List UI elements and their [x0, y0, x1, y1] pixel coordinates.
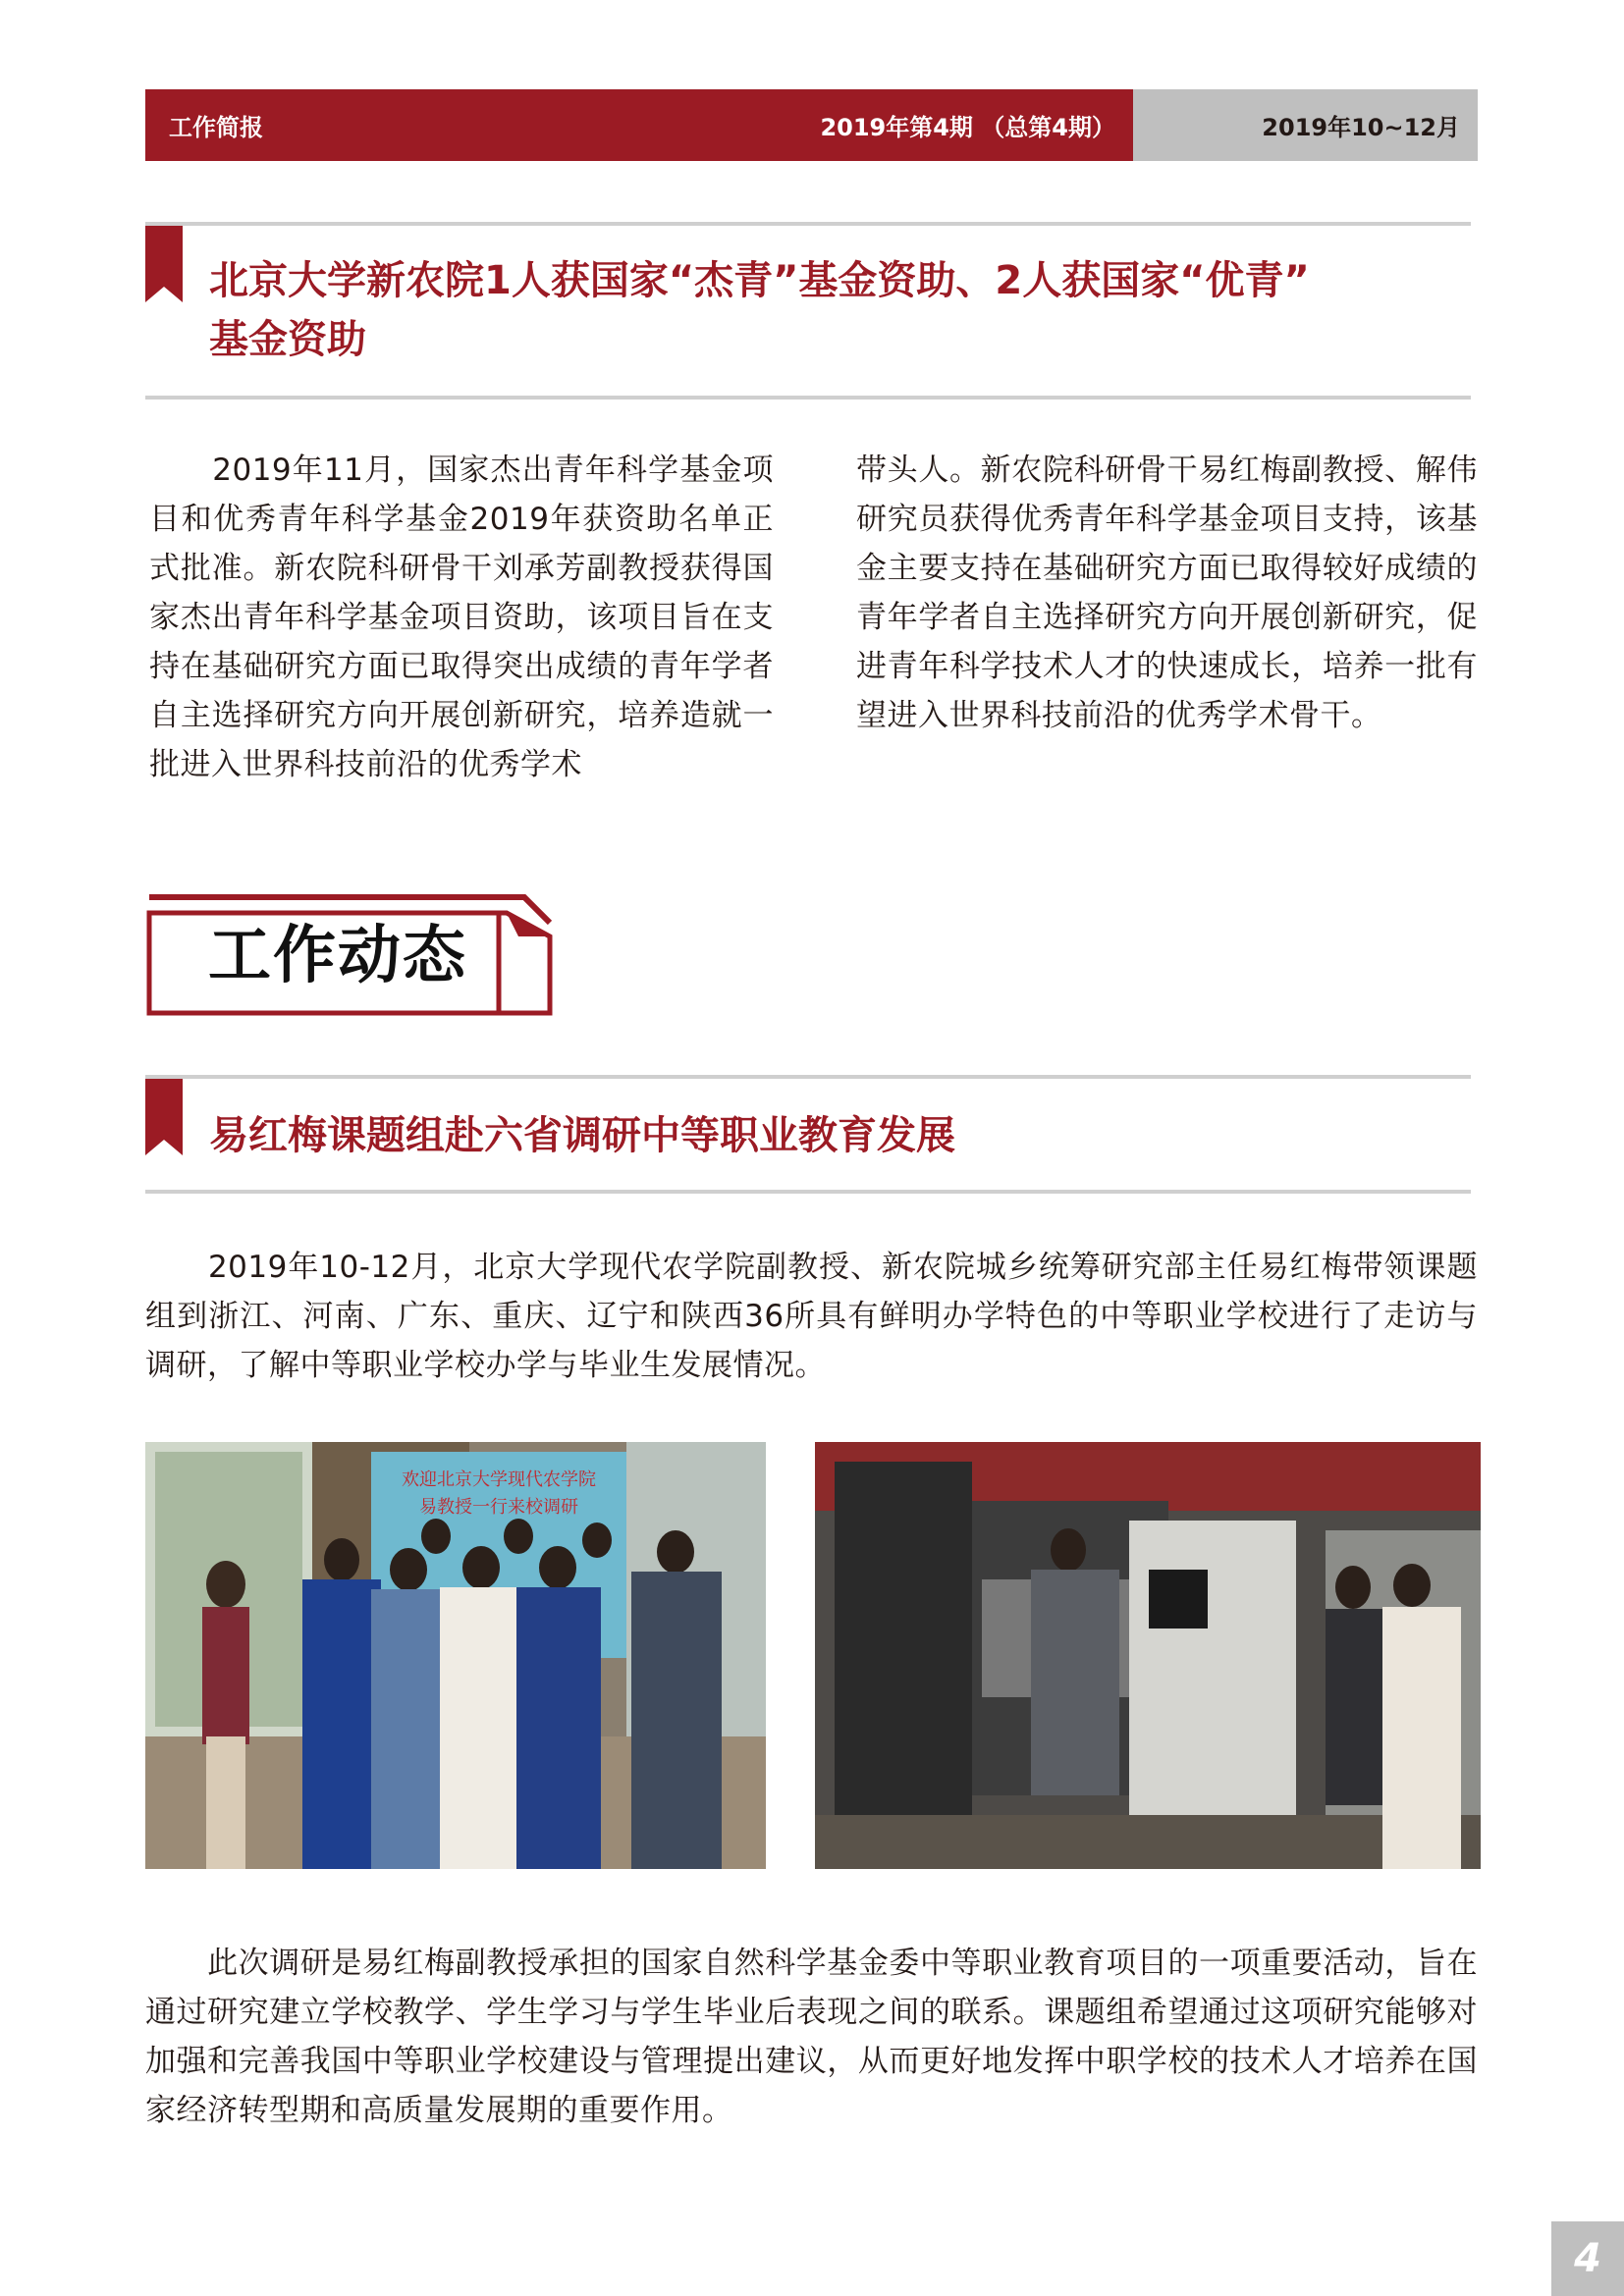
- divider-top-article2: [145, 1075, 1471, 1079]
- article2-paragraph-1: 2019年10-12月，北京大学现代农学院副教授、新农院城乡统筹研究部主任易红梅带领课题组到浙江、河南、广东、重庆、辽宁和陕西36所具有鲜明办学特色的中等职业学校进行了走访与调研，了解中等职业学校办学与毕业生发展情况。: [145, 1250, 1478, 1383]
- photo-banner-line2: 易教授一行来校调研: [419, 1497, 578, 1518]
- header-left-label: 工作简报: [169, 114, 263, 141]
- photo-banner-line1: 欢迎北京大学现代农学院: [402, 1469, 596, 1490]
- divider-bottom-article1: [145, 396, 1471, 400]
- header-gray-band: [1133, 89, 1478, 161]
- group-photo-image: [145, 1442, 766, 1869]
- section-label-box: [145, 893, 554, 1019]
- section-label-text: 工作动态: [208, 920, 467, 992]
- workshop-photo-image: [815, 1442, 1481, 1869]
- article1-title-line1: 北京大学新农院1人获国家“杰青”基金资助、2人获国家“优青”: [209, 258, 1310, 303]
- page-header: [145, 89, 1478, 161]
- photo-group-visit: [145, 1442, 766, 1869]
- article1-title-line2: 基金资助: [209, 317, 366, 362]
- article1-column-left: 2019年11月，国家杰出青年科学基金项目和优秀青年科学基金2019年获资助名单正式批准。新农院科研骨干刘承芳副教授获得国家杰出青年科学基金项目资助，该项目旨在支持在基础研究方面已取得突出成绩的青年学者自主选择研究方向开展创新研究，培养造就一批进入世界科技前沿的优秀学术: [149, 453, 774, 782]
- divider-top-article1: [145, 222, 1471, 226]
- article1-title: [209, 251, 1436, 369]
- header-red-band: [145, 89, 1133, 161]
- bookmark-flag-icon: [145, 226, 183, 302]
- bookmark-flag-icon: [145, 1079, 183, 1155]
- header-issue: 2019年第4期 （总第4期）: [820, 114, 1115, 141]
- article2-title: 易红梅课题组赴六省调研中等职业教育发展: [209, 1113, 955, 1158]
- article2-paragraph-2: 此次调研是易红梅副教授承担的国家自然科学基金委中等职业教育项目的一项重要活动，旨在通过研究建立学校教学、学生学习与学生毕业后表现之间的联系。课题组希望通过这项研究能够对加强和完善我国中等职业学校建设与管理提出建议，从而更好地发挥中职学校的技术人才培养在国家经济转型期和高质量发展期的重要作用。: [145, 1946, 1478, 2128]
- divider-bottom-article2: [145, 1190, 1471, 1194]
- photo-workshop: [815, 1442, 1481, 1869]
- header-period: 2019年10~12月: [1262, 114, 1460, 141]
- page-number: 4: [1551, 2221, 1624, 2296]
- article1-column-right: 带头人。新农院科研骨干易红梅副教授、解伟研究员获得优秀青年科学基金项目支持，该基金主要支持在基础研究方面已取得较好成绩的青年学者自主选择研究方向开展创新研究，促进青年科学技术人才的快速成长，培养一批有望进入世界科技前沿的优秀学术骨干。: [856, 453, 1478, 733]
